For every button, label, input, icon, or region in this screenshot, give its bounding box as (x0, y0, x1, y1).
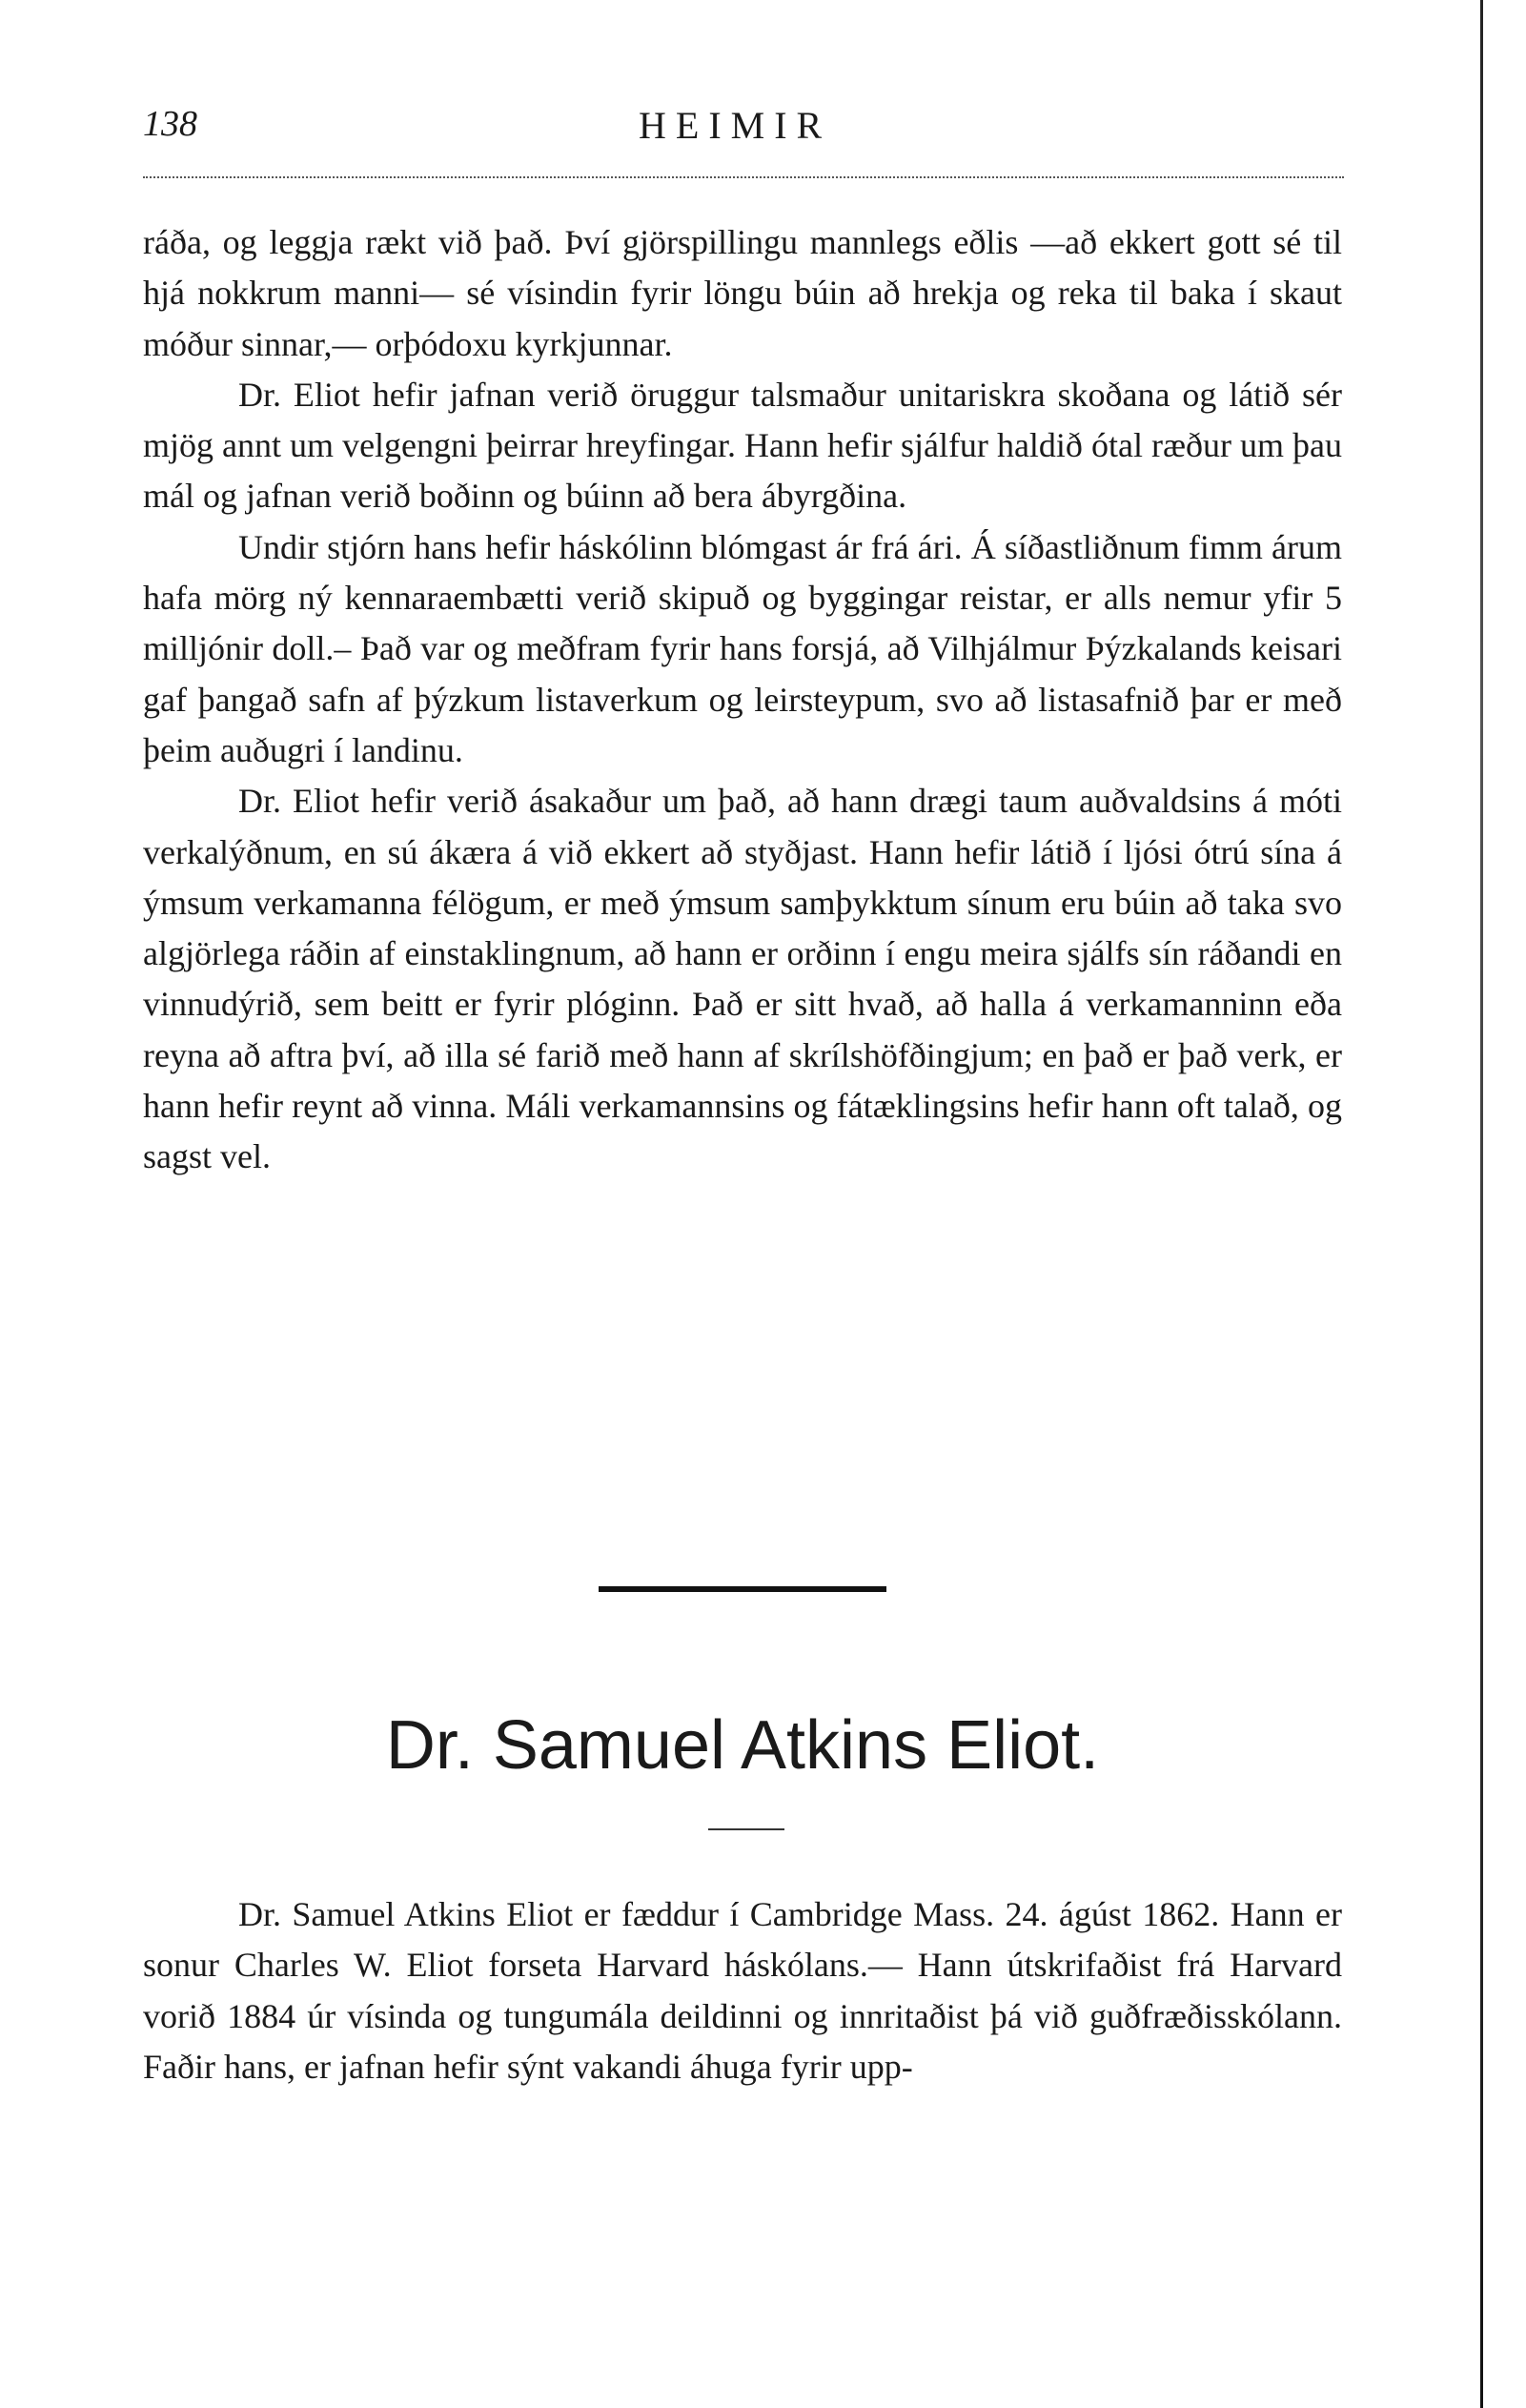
running-title: HEIMIR (639, 104, 832, 147)
body-text-upper (143, 217, 1342, 1183)
page-header (143, 103, 1344, 160)
paragraph: Undir stjórn hans hefir háskólinn blómgast ár frá ári. Á síðastliðnum fimm árum hafa mörg ný kennaraembætti verið skipuð og byggingar reistar, er alls nemur yfir 5 milljónir doll.– Það var og meðfram fyrir hans forsjá, að Vilhjálmur Þýzkalands keisari gaf þangað safn af þýzkum listaverkum og leirsteypum, svo að listasafnið þar er með þeim auðugri í landinu. (143, 527, 1342, 769)
heading-underline (708, 1828, 784, 1830)
section-divider (599, 1586, 886, 1592)
section-heading: Dr. Samuel Atkins Eliot. (385, 1707, 1100, 1784)
paragraph: Dr. Eliot hefir verið ásakaður um það, að hann drægi taum auðvaldsins á móti verkalýðnum, en sú ákæra á við ekkert að styðjast. Hann hefir látið í ljósi ótrú sína á ýmsum verkamanna félögum, er með ýmsum samþykktum sínum eru búin að taka svo algjörlega ráðin af einstaklingnum, að hann er orðinn í engu meira sjálfs sín ráðandi en vinnudýrið, sem beitt er fyrir plóginn. Það er sitt hvað, að halla á verkamanninn eða reyna að aftra því, að illa sé farið með hann af skrílshöfðingjum; en það er það verk, er hann hefir reynt að vinna. Máli verkamannsins og fátæklingsins hefir hann oft talað, og sagst vel. (143, 782, 1342, 1176)
header-rule (143, 176, 1344, 178)
paragraph-continued: ráða, og leggja rækt við það. Því gjörspillingu mannlegs eðlis —að ekkert gott sé til hjá nokkrum manni— sé vísindin fyrir löngu búin að hrekja og reka til baka í skaut móður sinnar,— orþódoxu kyrkjunnar. (143, 223, 1342, 363)
page-number: 138 (143, 104, 197, 144)
page-edge-line (1480, 0, 1483, 2408)
body-text-lower (143, 1889, 1342, 2092)
paragraph: Dr. Samuel Atkins Eliot er fæddur í Cambridge Mass. 24. ágúst 1862. Hann er sonur Charles W. Eliot forseta Harvard háskólans.— Hann útskrifaðist frá Harvard vorið 1884 úr vísinda og tungumála deildinni og innritaðist þá við guðfræðisskólann. Faðir hans, er jafnan hefir sýnt vakandi áhuga fyrir upp- (143, 1895, 1342, 2086)
paragraph: Dr. Eliot hefir jafnan verið öruggur talsmaður unitariskra skoðana og látið sér mjög annt um velgengni þeirrar hreyfingar. Hann hefir sjálfur haldið ótal ræður um þau mál og jafnan verið boðinn og búinn að bera ábyrgðina. (143, 375, 1342, 516)
